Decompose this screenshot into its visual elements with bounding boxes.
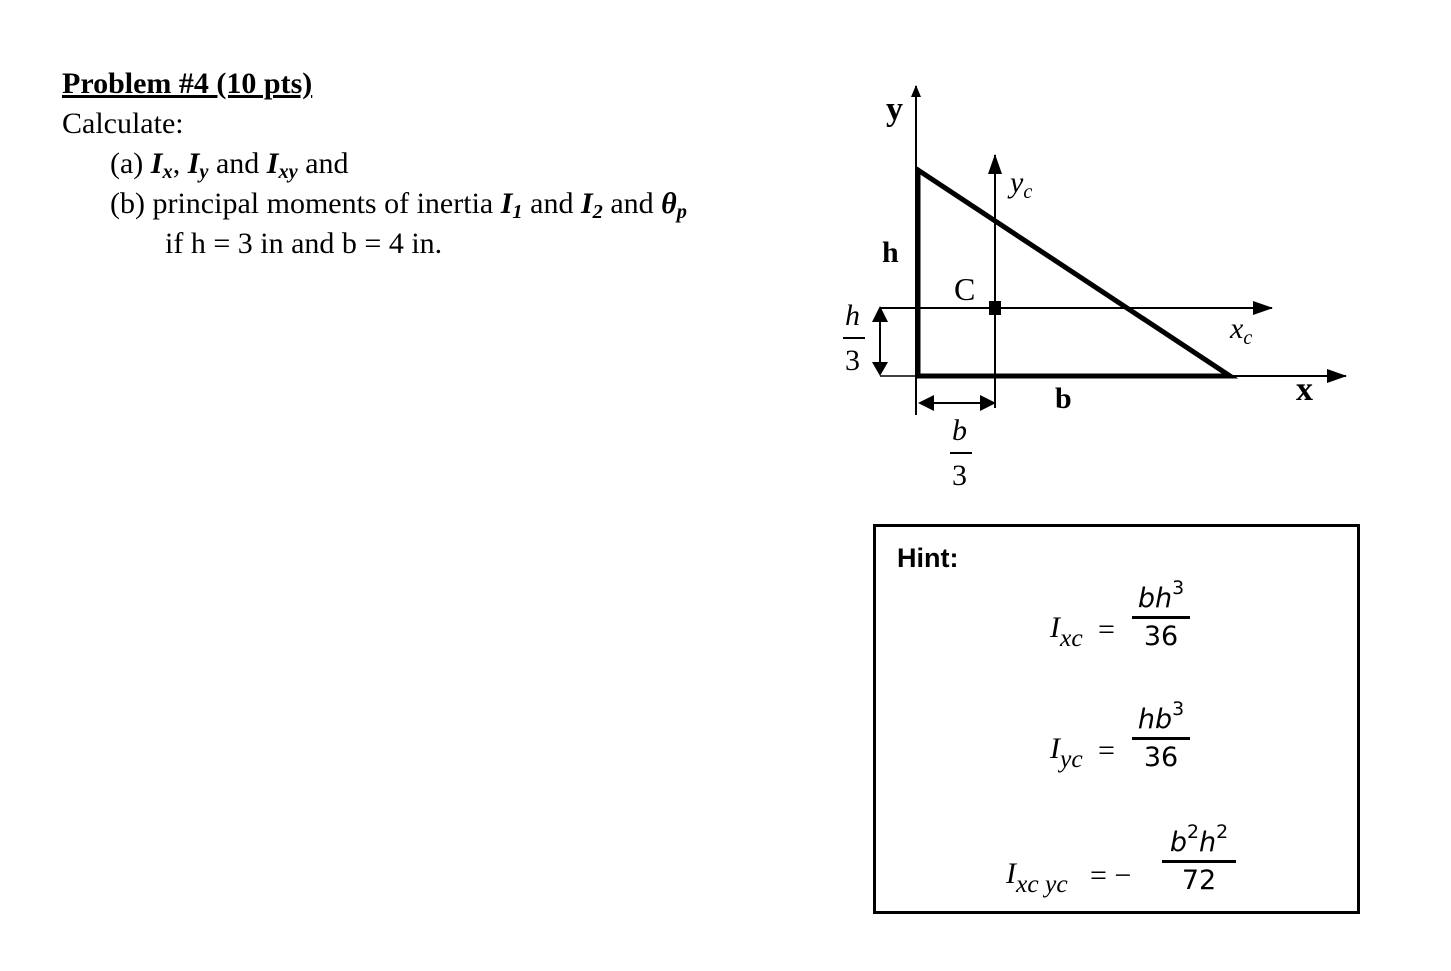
hint-box xyxy=(873,524,1360,914)
iy-symbol: $I_y$ xyxy=(187,147,209,184)
problem-title: Problem #4 (10 pts) xyxy=(62,67,313,100)
yc-axis-label: $y_c$ xyxy=(1010,166,1033,203)
x-axis-label: x xyxy=(1296,371,1313,408)
ixc-lhs: $I_{xc}$ xyxy=(1050,611,1083,652)
ixcyc-lhs: $I_{xc yc}$ xyxy=(1006,857,1068,898)
equals-sign: = xyxy=(1098,613,1115,646)
ixc-numerator: $bh^3$ xyxy=(1132,583,1190,619)
hint-label: Hint: xyxy=(897,543,959,573)
iyc-equation xyxy=(1050,732,1083,773)
theta-p-symbol: $\theta_p$ xyxy=(661,187,687,224)
part-b-label: (b) xyxy=(110,187,145,220)
ixc-denominator: 36 xyxy=(1143,621,1179,652)
iyc-numerator: $hb^3$ xyxy=(1132,704,1190,740)
i1-symbol: $I_1$ xyxy=(500,187,523,224)
ixcyc-equation xyxy=(1006,857,1068,898)
and-text: and xyxy=(305,147,349,180)
b3-arrowhead-right xyxy=(980,395,996,411)
and-text: and xyxy=(610,187,654,220)
ixc-equation xyxy=(1050,611,1083,652)
ix-symbol: $I_x$ xyxy=(150,147,173,184)
h3-numerator: h xyxy=(845,299,860,332)
and-text: and xyxy=(530,187,574,220)
xc-axis-label: $x_c$ xyxy=(1230,312,1253,349)
equals-minus-sign: = − xyxy=(1090,859,1132,892)
iyc-denominator: 36 xyxy=(1143,742,1179,773)
y-axis-label: y xyxy=(886,91,903,128)
part-b-text: principal moments of inertia xyxy=(152,187,494,220)
ixcyc-fraction xyxy=(1162,820,1236,896)
equals-sign: = xyxy=(1098,734,1115,767)
iyc-fraction xyxy=(1132,697,1190,773)
problem-intro: Calculate: xyxy=(62,107,184,140)
given-values: if h = 3 in and b = 4 in. xyxy=(165,227,443,260)
centroid-label: C xyxy=(954,271,976,307)
ixcyc-numerator: $b^2h^2$ xyxy=(1162,827,1236,863)
and-text: and xyxy=(215,147,260,180)
b-label: b xyxy=(1055,382,1072,415)
centroid-marker xyxy=(989,301,1001,315)
b3-denominator: 3 xyxy=(952,459,967,492)
h-label: h xyxy=(882,236,899,269)
h3-denominator: 3 xyxy=(845,344,860,377)
b3-arrowhead-left xyxy=(918,395,934,411)
ixcyc-denominator: 72 xyxy=(1181,865,1217,896)
part-a-label: (a) xyxy=(110,147,144,180)
ixy-symbol: $I_{xy}$ xyxy=(266,147,298,184)
iyc-lhs: $I_{yc}$ xyxy=(1050,732,1083,773)
h3-arrowhead-down xyxy=(872,362,888,376)
comma: , xyxy=(172,147,181,180)
ixc-fraction xyxy=(1132,576,1190,652)
i2-symbol: $I_2$ xyxy=(580,187,603,224)
b3-numerator: b xyxy=(952,414,967,447)
